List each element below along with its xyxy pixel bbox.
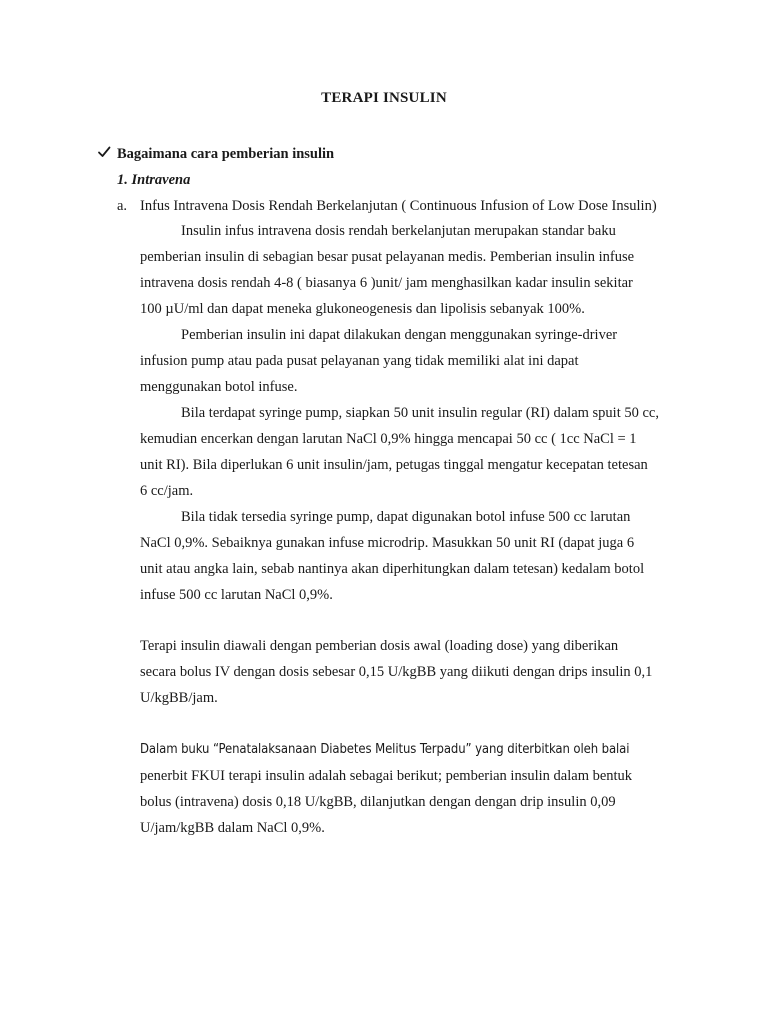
paragraph-line: Bila terdapat syringe pump, siapkan 50 unit insulin regular (RI) dalam spuit 50 cc, bbox=[181, 405, 659, 421]
paragraph-line: 100 µU/ml dan dapat meneka glukoneogenesis dan lipolisis sebanyak 100%. bbox=[140, 301, 585, 317]
paragraph-line: intravena dosis rendah 4-8 ( biasanya 6 )unit/ jam menghasilkan kadar insulin sekitar bbox=[140, 275, 633, 291]
paragraph-line: U/kgBB/jam. bbox=[140, 690, 218, 706]
paragraph-line: penerbit FKUI terapi insulin adalah sebagai berikut; pemberian insulin dalam bentuk bbox=[140, 768, 633, 784]
paragraph-line: NaCl 0,9%. Sebaiknya gunakan infuse microdrip. Masukkan 50 unit RI (dapat juga 6 bbox=[140, 535, 635, 551]
paragraph-line: unit RI). Bila diperlukan 6 unit insulin/jam, petugas tinggal mengatur kecepatan tetesan bbox=[140, 457, 648, 473]
paragraph-1 bbox=[140, 218, 700, 322]
bullet-heading-row bbox=[97, 145, 334, 163]
paragraph-line: Dalam buku “Penatalaksanaan Diabetes Melitus Terpadu” yang diterbitkan oleh balai bbox=[140, 742, 630, 757]
paragraph-line: kemudian encerkan dengan larutan NaCl 0,9% hingga mencapai 50 cc ( 1cc NaCl = 1 bbox=[140, 431, 637, 447]
paragraph-line: Insulin infus intravena dosis rendah berkelanjutan merupakan standar baku bbox=[181, 223, 616, 239]
checkmark-icon bbox=[97, 145, 111, 159]
paragraph-line: infusion pump atau pada pusat pelayanan yang tidak memiliki alat ini dapat bbox=[140, 353, 579, 369]
paragraph-2 bbox=[140, 322, 700, 400]
paragraph-line: infuse 500 cc larutan NaCl 0,9%. bbox=[140, 587, 333, 603]
paragraph-5 bbox=[140, 633, 700, 711]
paragraph-line: menggunakan botol infuse. bbox=[140, 379, 298, 395]
paragraph-line: unit atau angka lain, sebab nantinya akan diperhitungkan dalam tetesan) kedalam botol bbox=[140, 561, 645, 577]
paragraph-line: U/jam/kgBB dalam NaCl 0,9%. bbox=[140, 820, 325, 836]
paragraph-line: Bila tidak tersedia syringe pump, dapat digunakan botol infuse 500 cc larutan bbox=[181, 509, 631, 525]
bullet-heading: Bagaimana cara pemberian insulin bbox=[117, 146, 335, 162]
list-item-marker: a. bbox=[117, 198, 128, 214]
section-subheading: 1. Intravena bbox=[117, 172, 191, 188]
paragraph-line: 6 cc/jam. bbox=[140, 483, 194, 499]
paragraph-line: secara bolus IV dengan dosis sebesar 0,15 U/kgBB yang diikuti dengan drips insulin 0,1 bbox=[140, 664, 653, 680]
document-title: TERAPI INSULIN bbox=[321, 90, 447, 106]
paragraph-line: Terapi insulin diawali dengan pemberian dosis awal (loading dose) yang diberikan bbox=[140, 638, 619, 654]
list-item bbox=[117, 198, 657, 215]
paragraph-4 bbox=[140, 504, 700, 608]
paragraph-line: bolus (intravena) dosis 0,18 U/kgBB, dilanjutkan dengan dengan drip insulin 0,09 bbox=[140, 794, 616, 810]
paragraph-line: pemberian insulin di sebagian besar pusat pelayanan medis. Pemberian insulin infuse bbox=[140, 249, 635, 265]
list-item-text: Infus Intravena Dosis Rendah Berkelanjutan ( Continuous Infusion of Low Dose Insulin) bbox=[140, 198, 657, 214]
paragraph-3 bbox=[140, 400, 700, 504]
paragraph-6 bbox=[140, 737, 700, 841]
paragraph-line: Pemberian insulin ini dapat dilakukan dengan menggunakan syringe-driver bbox=[181, 327, 618, 343]
